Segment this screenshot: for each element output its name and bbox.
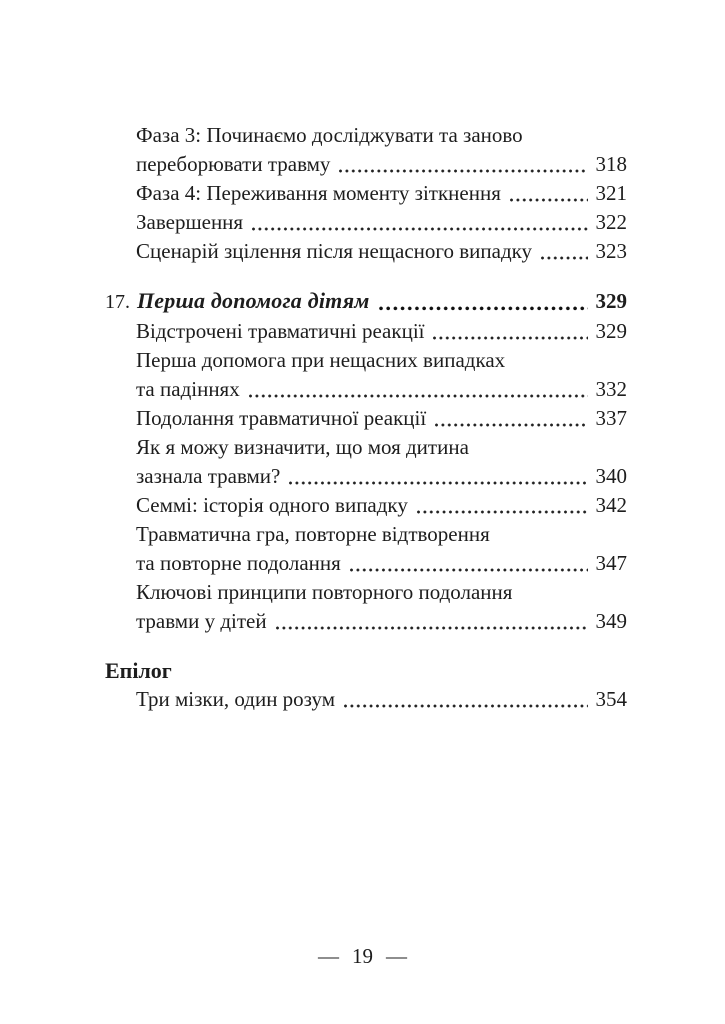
toc-entry — [105, 607, 627, 636]
toc-section-heading — [105, 656, 627, 685]
dot-leader — [379, 306, 588, 311]
entry-page-number: 329 — [595, 319, 627, 343]
entry-label: Як я можу визначити, що моя дитина — [136, 435, 469, 459]
entry-label: Фаза 4: Переживання моменту зіткнення — [136, 181, 501, 205]
toc-entry — [105, 491, 627, 520]
entry-page-number: 347 — [595, 551, 627, 575]
dot-leader — [541, 256, 587, 260]
entry-label: травми у дітей — [136, 609, 267, 633]
toc-entry — [105, 179, 627, 208]
dot-leader — [435, 423, 587, 427]
dot-leader — [289, 481, 587, 485]
entry-label: та повторне подолання — [136, 551, 341, 575]
entry-label: Травматична гра, повторне відтворення — [136, 522, 490, 546]
toc-entry — [105, 121, 627, 150]
entry-label: Три мізки, один розум — [136, 687, 336, 711]
toc-entry — [105, 520, 627, 549]
footer-page-number: 19 — [352, 944, 373, 968]
entry-label: Відстрочені травматичні реакції — [136, 319, 425, 343]
entry-page-number: 332 — [595, 377, 627, 401]
entry-label: переборювати травму — [136, 152, 331, 176]
toc-entry — [105, 208, 627, 237]
toc-entry — [105, 317, 627, 346]
entry-page-number: 349 — [595, 609, 627, 633]
entry-page-number: 323 — [595, 239, 627, 263]
dot-leader — [510, 198, 588, 202]
dot-leader — [252, 227, 587, 231]
footer-dash-left: — — [318, 944, 339, 968]
chapter-title: Перша допомога дітям — [137, 288, 370, 313]
entry-page-number: 318 — [595, 152, 627, 176]
page-footer — [0, 944, 725, 969]
dot-leader — [339, 169, 587, 173]
entry-label: Семмі: історія одного випадку — [136, 493, 408, 517]
table-of-contents — [105, 121, 627, 714]
toc-entry — [105, 404, 627, 433]
dot-leader — [249, 394, 588, 398]
entry-page-number: 329 — [595, 289, 627, 313]
toc-entry — [105, 685, 627, 714]
dot-leader — [276, 626, 588, 630]
entry-page-number: 321 — [595, 181, 627, 205]
toc-entry — [105, 433, 627, 462]
entry-label: та падіннях — [136, 377, 240, 401]
entry-page-number: 322 — [595, 210, 627, 234]
dot-leader — [350, 568, 588, 572]
dot-leader — [344, 704, 587, 708]
dot-leader — [417, 510, 588, 514]
entry-label: Завершення — [136, 210, 244, 234]
toc-entry — [105, 462, 627, 491]
dot-leader — [433, 336, 587, 340]
toc-entry — [105, 346, 627, 375]
toc-chapter-entry — [105, 286, 627, 317]
entry-page-number: 354 — [595, 687, 627, 711]
toc-entry — [105, 237, 627, 266]
toc-entry — [105, 578, 627, 607]
entry-label: Фаза 3: Починаємо досліджувати та заново — [136, 123, 523, 147]
entry-page-number: 340 — [595, 464, 627, 488]
toc-entry — [105, 150, 627, 179]
section-heading-label: Епілог — [105, 658, 172, 683]
entry-label: зазнала травми? — [136, 464, 281, 488]
entry-page-number: 337 — [595, 406, 627, 430]
entry-label: Сценарій зцілення після нещасного випадку — [136, 239, 533, 263]
footer-dash-right: — — [386, 944, 407, 968]
entry-label: Ключові принципи повторного подолання — [136, 580, 513, 604]
entry-label: Подолання травматичної реакції — [136, 406, 427, 430]
toc-entry — [105, 549, 627, 578]
entry-page-number: 342 — [595, 493, 627, 517]
entry-label: Перша допомога при нещасних випадках — [136, 348, 506, 372]
chapter-number: 17. — [105, 291, 130, 313]
toc-entry — [105, 375, 627, 404]
